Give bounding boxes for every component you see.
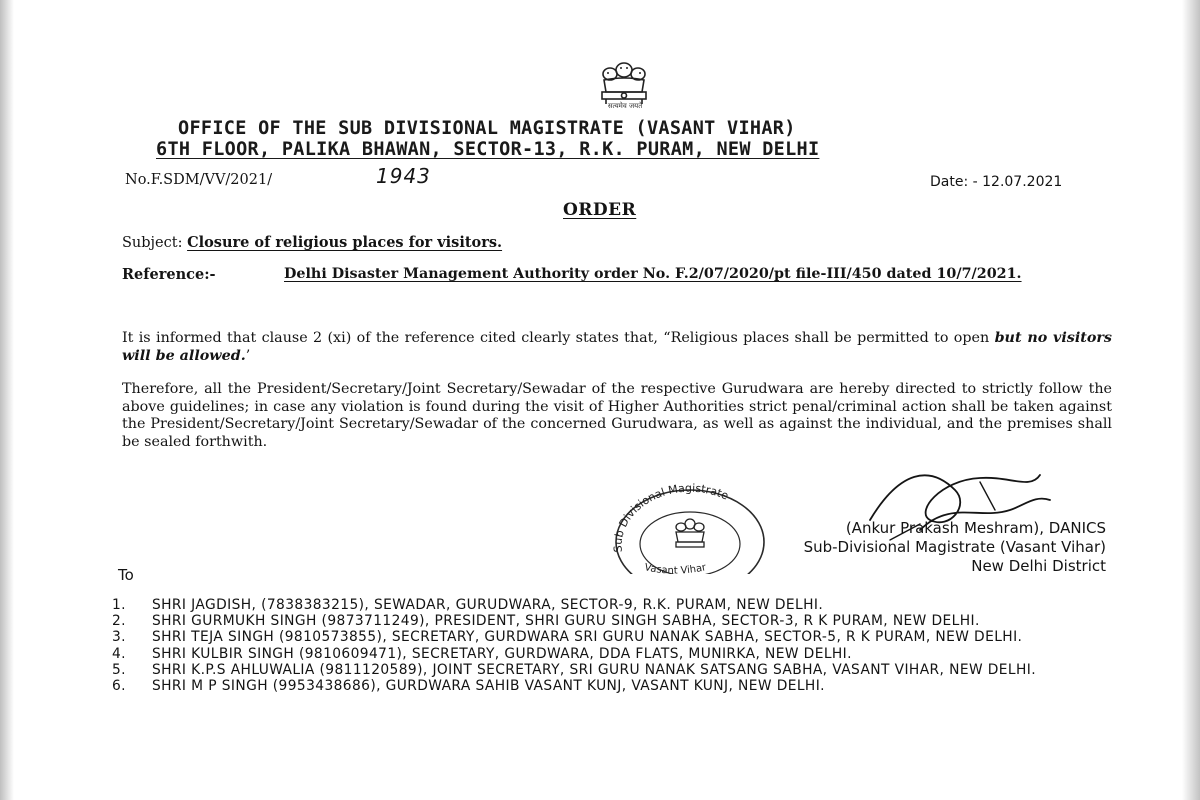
order-date: Date: - 12.07.2021 — [930, 174, 1063, 190]
paragraph-clause-start: It is informed that clause 2 (xi) of the reference cited clearly states that, “Religious places shall be permitted to open — [122, 330, 995, 346]
list-item: 6. SHRI M P SINGH (9953438686), GURDWARA SAHIB VASANT KUNJ, VASANT KUNJ, NEW DELHI. — [112, 678, 825, 695]
reference-number: No.F.SDM/VV/2021/ — [125, 172, 273, 188]
subject-label: Subject: — [122, 235, 183, 251]
list-item: 3. SHRI TEJA SINGH (9810573855), SECRETARY, GURDWARA SRI GURU NANAK SABHA, SECTOR-5, R K PURAM, NEW DELHI. — [112, 629, 1023, 646]
list-item: 5. SHRI K.P.S AHLUWALIA (9811120589), JOINT SECRETARY, SRI GURU NANAK SATSANG SABHA, VASANT VIHAR, NEW DELHI. — [112, 661, 1037, 678]
office-heading: OFFICE OF THE SUB DIVISIONAL MAGISTRATE (VASANT VIHAR) — [178, 118, 796, 139]
emblem-caption: सत्यमेव जयते — [607, 102, 643, 110]
paragraph-directive: Therefore, all the President/Secretary/Joint Secretary/Sewadar of the respective Gurudwara are hereby directed to strictly follow the above guidelines; in case any violation is found during the visit of Higher Authorities strict penal/criminal action shall be taken against the President/Secretary/Joint Secretary/Sewadar of the concerned Gurudwara, as well as against the individual, and the premises shall be sealed forthwith. — [122, 381, 1112, 450]
paragraph-clause-emphasis: but no visitors will be allowed. — [122, 330, 1112, 364]
subject-line — [122, 234, 502, 251]
recipient-list — [112, 598, 1112, 695]
signatory-block — [650, 519, 1106, 576]
signatory-designation: Sub-Divisional Magistrate (Vasant Vihar) — [803, 538, 1106, 556]
subject-text: Closure of religious places for visitors. — [187, 234, 503, 251]
reference-number-handwritten: 1943 — [376, 164, 431, 188]
document-title: ORDER — [563, 200, 637, 220]
office-address: 6TH FLOOR, PALIKA BHAWAN, SECTOR-13, R.K. PURAM, NEW DELHI — [156, 139, 820, 160]
reference-text: Delhi Disaster Management Authority order No. F.2/07/2020/pt file-III/450 dated 10/7/2021. — [284, 266, 1022, 282]
signatory-name: (Ankur Prakash Meshram), DANICS — [845, 519, 1106, 537]
stamp-text: Sub Divisional Magistrate — [611, 482, 731, 553]
reference-label: Reference:- — [122, 266, 216, 283]
stamp-subtext: Vasant Vihar — [643, 562, 708, 574]
list-item: 1. SHRI JAGDISH, (7838383215), SEWADAR, GURUDWARA, SECTOR-9, R.K. PURAM, NEW DELHI. — [112, 597, 824, 613]
to-label: To — [118, 566, 134, 584]
scan-edge-left — [0, 0, 14, 800]
paragraph-clause — [122, 330, 1112, 365]
paragraph-clause-end: ’ — [245, 347, 251, 364]
list-item: 2. SHRI GURMUKH SINGH (9873711249), PRESIDENT, SHRI GURU SINGH SABHA, SECTOR-3, R K PURAM, NEW DELHI. — [112, 613, 980, 630]
signatory-district: New Delhi District — [971, 557, 1106, 575]
scan-edge-right — [1182, 0, 1200, 800]
list-item: 4. SHRI KULBIR SINGH (9810609471), SECRETARY, GURDWARA, DDA FLATS, MUNIRKA, NEW DELHI. — [112, 645, 852, 662]
